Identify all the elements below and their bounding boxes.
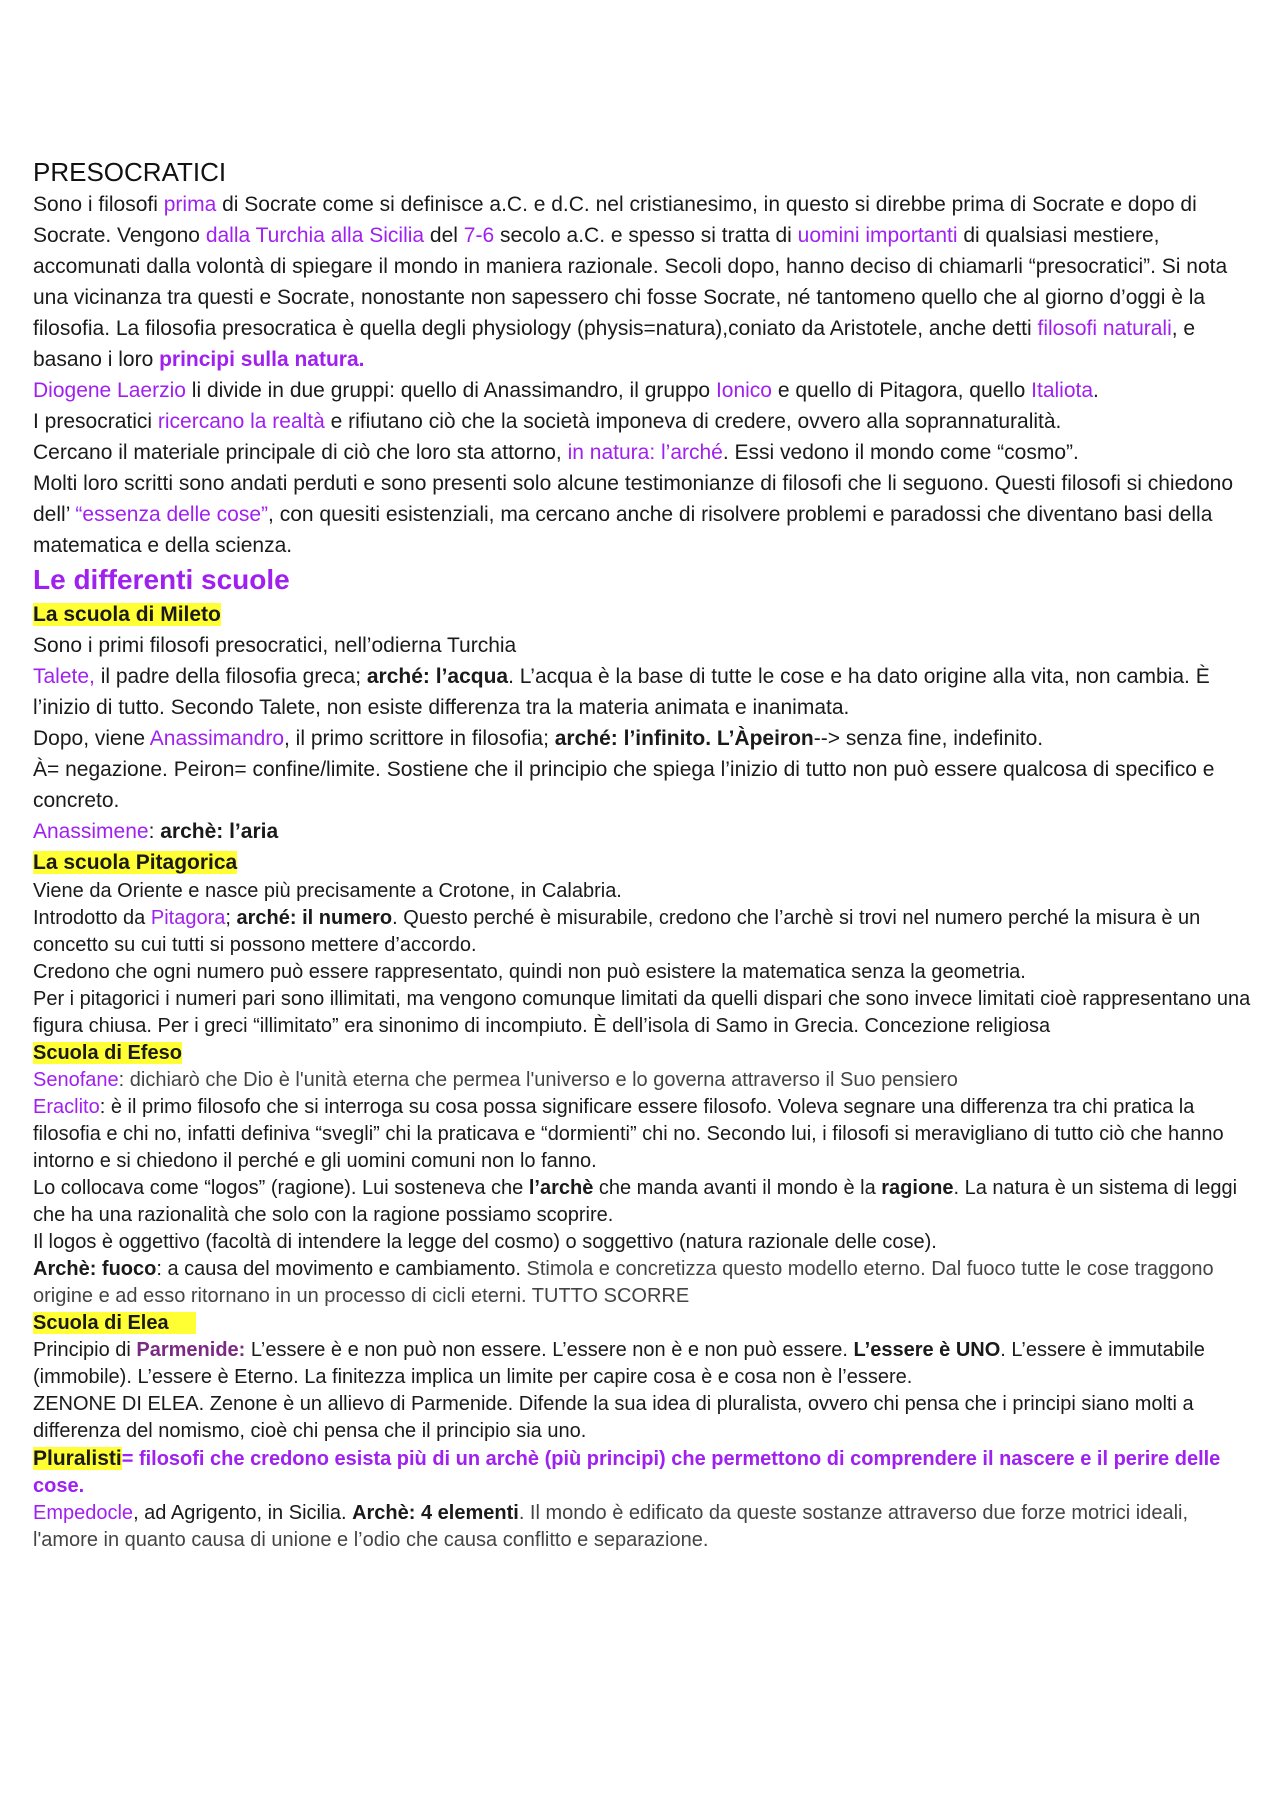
- schools-heading: Le differenti scuole: [33, 564, 290, 595]
- apeiron-paragraph: À= negazione. Peiron= confine/limite. Sostiene che il principio che spiega l’inizio di tutto non può essere qualcosa di specifico e concreto.: [33, 758, 1215, 812]
- page-title: PRESOCRATICI: [33, 157, 227, 187]
- pitagora-paragraph: Introdotto da Pitagora; arché: il numero. Questo perché è misurabile, credono che l’archè si trovi nel numero perché la misura è un concetto su cui tutti si possono mettere d’accordo.: [33, 907, 1201, 956]
- mileto-intro: Sono i primi filosofi presocratici, nell’odierna Turchia: [33, 634, 517, 657]
- logos-paragraph: Lo collocava come “logos” (ragione). Lui sosteneva che l’archè che manda avanti il mondo è la ragione. La natura è un sistema di leggi che ha una razionalità che solo con la ragione possiamo scoprire.: [33, 1177, 1238, 1226]
- diogene-paragraph: Diogene Laerzio li divide in due gruppi: quello di Anassimandro, il gruppo Ionico e quello di Pitagora, quello Italiota.: [33, 379, 1099, 402]
- pluralisti-paragraph: Pluralisti= filosofi che credono esista più di un archè (più principi) che permettono di comprendere il nascere e il perire delle cose.: [33, 1447, 1221, 1497]
- anassimandro-paragraph: Dopo, viene Anassimandro, il primo scrittore in filosofia; arché: l’infinito. L’Àpeiron--> senza fine, indefinito.: [33, 727, 1044, 750]
- mileto-heading: La scuola di Mileto: [33, 603, 221, 626]
- scritti-paragraph: Molti loro scritti sono andati perduti e sono presenti solo alcune testimonianze di filosofi che li seguono. Questi filosofi si chiedono dell’ “essenza delle cose”, con quesiti esistenziali, ma cercano anche di risolvere problemi e paradossi che diventano basi della matematica e della scienza.: [33, 472, 1233, 557]
- empedocle-paragraph: Empedocle, ad Agrigento, in Sicilia. Archè: 4 elementi. Il mondo è edificato da queste sostanze attraverso due forze motrici ideali, l'amore in quanto causa di unione e l’odio che causa conflitto e separazione.: [33, 1502, 1189, 1551]
- talete-paragraph: Talete, il padre della filosofia greca; arché: l’acqua. L’acqua è la base di tutte le cose e ha dato origine alla vita, non cambia. È l’inizio di tutto. Secondo Talete, non esiste differenza tra la materia animata e inanimata.: [33, 665, 1210, 719]
- pitagorica-origin: Viene da Oriente e nasce più precisamente a Crotone, in Calabria.: [33, 880, 622, 902]
- document-page: [33, 156, 1253, 1554]
- arche-paragraph: Cercano il materiale principale di ciò che loro sta attorno, in natura: l’arché. Essi vedono il mondo come “cosmo”.: [33, 441, 1079, 464]
- intro-paragraph: Sono i filosofi prima di Socrate come si definisce a.C. e d.C. nel cristianesimo, in questo si direbbe prima di Socrate e dopo di Socrate. Vengono dalla Turchia alla Sicilia del 7-6 secolo a.C. e spesso si tratta di uomini importanti di qualsiasi mestiere, accomunati dalla volontà di spiegare il mondo in maniera razionale. Secoli dopo, hanno deciso di chiamarli “presocratici”. Si nota una vicinanza tra questi e Socrate, nonostante non sapessero chi fosse Socrate, né tantomeno quello che al giorno d’oggi è la filosofia. La filosofia presocratica è quella degli physiology (physis=natura),coniato da Aristotele, anche detti filosofi naturali, e basano i loro principi sulla natura.: [33, 193, 1228, 371]
- realta-paragraph: I presocratici ricercano la realtà e rifiutano ciò che la società imponeva di credere, ovvero alla soprannaturalità.: [33, 410, 1062, 433]
- anassimene-paragraph: Anassimene: archè: l’aria: [33, 820, 279, 843]
- numeri-paragraph: Credono che ogni numero può essere rappresentato, quindi non può esistere la matematica senza la geometria.: [33, 961, 1026, 983]
- pitagorica-heading: La scuola Pitagorica: [33, 851, 238, 874]
- elea-heading: Scuola di Elea: [33, 1310, 1253, 1337]
- logos-definition: Il logos è oggettivo (facoltà di intendere la legge del cosmo) o soggettivo (natura razionale delle cose).: [33, 1231, 937, 1253]
- parmenide-paragraph: Principio di Parmenide: L’essere è e non può non essere. L’essere non è e non può essere. L’essere è UNO. L’essere è immutabile (immobile). L’essere è Eterno. La finitezza implica un limite per capire cosa è e cosa non è l’essere.: [33, 1339, 1205, 1388]
- efeso-heading: Scuola di Efeso: [33, 1042, 182, 1064]
- pari-dispari-paragraph: Per i pitagorici i numeri pari sono illimitati, ma vengono comunque limitati da quelli dispari che sono invece limitati cioè rappresentano una figura chiusa. Per i greci “illimitato” era sinonimo di incompiuto. È dell’isola di Samo in Grecia. Concezione religiosa: [33, 988, 1251, 1037]
- fuoco-paragraph: Archè: fuoco: a causa del movimento e cambiamento. Stimola e concretizza questo modello eterno. Dal fuoco tutte le cose traggono origine e ad esso ritornano in un processo di cicli eterni. TUTTO SCORRE: [33, 1258, 1214, 1307]
- senofane-paragraph: Senofane: dichiarò che Dio è l'unità eterna che permea l'universo e lo governa attraverso il Suo pensiero: [33, 1069, 958, 1091]
- zenone-paragraph: ZENONE DI ELEA. Zenone è un allievo di Parmenide. Difende la sua idea di pluralista, ovvero chi pensa che i principi siano molti a differenza del nomismo, cioè chi pensa che il principio sia uno.: [33, 1393, 1194, 1442]
- eraclito-paragraph: Eraclito: è il primo filosofo che si interroga su cosa possa significare essere filosofo. Voleva segnare una differenza tra chi pratica la filosofia e chi no, infatti definiva “svegli” chi la praticava e “dormienti” chi no. Secondo lui, i filosofi si meravigliano di tutto ciò che hanno intorno e si chiedono il perché e gli uomini comuni non lo fanno.: [33, 1096, 1224, 1172]
